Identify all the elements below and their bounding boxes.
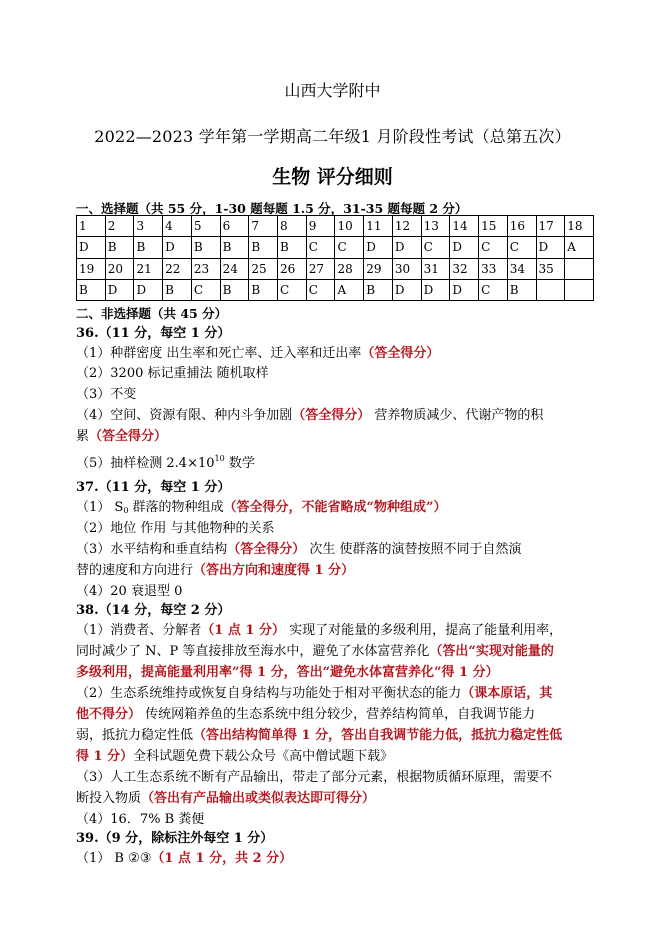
q37-line3: （3）水平结构和垂直结构（答全得分） 次生 使群落的演替按照不同于自然演 bbox=[76, 542, 522, 557]
answer-cell: C bbox=[335, 237, 364, 258]
question-number-cell: 11 bbox=[364, 216, 393, 237]
question-number-cell: 2 bbox=[105, 216, 134, 237]
q39-line1: （1） B ②③（1 点 1 分，共 2 分） bbox=[76, 851, 293, 866]
answer-cell: D bbox=[450, 237, 479, 258]
grading-note: （答出“实现对能量的 bbox=[429, 644, 554, 659]
answer-cell: C bbox=[191, 279, 220, 300]
grading-note: （1 点 1 分） bbox=[201, 623, 285, 638]
answer-cell: D bbox=[421, 279, 450, 300]
question-number-cell: 30 bbox=[392, 258, 421, 279]
question-number-cell: 24 bbox=[220, 258, 249, 279]
q38-line10: （4）16．7% B 粪便 bbox=[76, 812, 205, 827]
answer-cell: B bbox=[507, 279, 536, 300]
q37-line2: （2）地位 作用 与其他物种的关系 bbox=[76, 521, 275, 536]
answer-cell: C bbox=[479, 237, 508, 258]
q37-line4: 替的速度和方向进行（答出方向和速度得 1 分） bbox=[76, 563, 355, 578]
question-number-cell: 31 bbox=[421, 258, 450, 279]
question-number-cell: 12 bbox=[392, 216, 421, 237]
answer-cell: D bbox=[364, 237, 393, 258]
question-number-cell: 33 bbox=[479, 258, 508, 279]
q38-line4: （2）生态系统维持或恢复自身结构与功能处于相对平衡状态的能力（课本原话，其 bbox=[76, 686, 553, 701]
q38-line1: （1）消费者、分解者（1 点 1 分） 实现了对能量的多级利用，提高了能量利用率， bbox=[76, 623, 563, 638]
q36-line3: （3）不变 bbox=[76, 387, 137, 402]
answer-row bbox=[77, 279, 594, 300]
grading-note: （答出结构简单得 1 分，答出自我调节能力低，抵抗力稳定性低 bbox=[193, 728, 563, 743]
q36-title: 36.（11 分，每空 1 分） bbox=[76, 326, 231, 341]
grading-note: （答全得分） bbox=[227, 542, 306, 557]
question-number-cell bbox=[565, 258, 594, 279]
q36-line1: （1）种群密度 出生率和死亡率、迁入率和迁出率（答全得分） bbox=[76, 346, 440, 361]
section2-title: 二、非选择题（共 45 分） bbox=[76, 306, 228, 321]
grading-note: （答全得分） bbox=[89, 429, 168, 444]
question-number-cell: 3 bbox=[134, 216, 163, 237]
question-number-cell: 14 bbox=[450, 216, 479, 237]
section1-title: 一、选择题（共 55 分，1-30 题每题 1.5 分，31-35 题每题 2 分） bbox=[76, 201, 468, 216]
answer-cell: B bbox=[163, 279, 192, 300]
question-number-cell: 4 bbox=[163, 216, 192, 237]
question-number-cell: 6 bbox=[220, 216, 249, 237]
answer-cell: B bbox=[105, 237, 134, 258]
question-number-cell: 15 bbox=[479, 216, 508, 237]
q36-line2: （2）3200 标记重捕法 随机取样 bbox=[76, 366, 269, 381]
answer-cell: B bbox=[364, 279, 393, 300]
grading-note: 他不得分） bbox=[76, 707, 142, 722]
answer-cell: A bbox=[565, 237, 594, 258]
grading-note: （课本原话，其 bbox=[461, 686, 553, 701]
question-number-cell: 10 bbox=[335, 216, 364, 237]
question-number-row bbox=[77, 258, 594, 279]
answer-cell bbox=[536, 279, 565, 300]
answer-cell: B bbox=[77, 279, 106, 300]
grading-note: （答全得分） bbox=[361, 346, 440, 361]
q38-line2: 同时减少了 N、P 等直接排放至海水中，避免了水体富营养化（答出“实现对能量的 bbox=[76, 644, 554, 659]
question-number-cell: 17 bbox=[536, 216, 565, 237]
answer-cell: C bbox=[306, 237, 335, 258]
answer-cell: A bbox=[335, 279, 364, 300]
q38-line5: 他不得分） 传统网箱养鱼的生态系统中组分较少，营养结构简单，自我调节能力 bbox=[76, 707, 536, 722]
answer-cell: D bbox=[105, 279, 134, 300]
grading-note: 多级利用，提高能量利用率”得 1 分，答出“避免水体富营养化”得 1 分） bbox=[76, 665, 499, 680]
answer-cell: C bbox=[479, 279, 508, 300]
answer-cell: D bbox=[77, 237, 106, 258]
answer-cell: D bbox=[134, 279, 163, 300]
grading-note: （答出有产品输出或类似表达即可得分） bbox=[141, 791, 376, 806]
answer-cell: B bbox=[220, 279, 249, 300]
q38-line3 bbox=[76, 661, 499, 680]
question-number-cell: 1 bbox=[77, 216, 106, 237]
grading-note: （1 点 1 分，共 2 分） bbox=[151, 851, 293, 866]
question-number-cell: 18 bbox=[565, 216, 594, 237]
answer-cell: D bbox=[450, 279, 479, 300]
question-number-cell: 9 bbox=[306, 216, 335, 237]
question-number-cell: 29 bbox=[364, 258, 393, 279]
answer-cell: C bbox=[306, 279, 335, 300]
answer-cell: C bbox=[507, 237, 536, 258]
grading-note: 得 1 分） bbox=[76, 749, 134, 764]
answer-cell: C bbox=[278, 279, 307, 300]
q36-line5: 累（答全得分） bbox=[76, 429, 168, 444]
subject-title: 生物 评分细则 bbox=[272, 166, 393, 188]
q38-line6: 弱，抵抗力稳定性低（答出结构简单得 1 分，答出自我调节能力低，抵抗力稳定性低 bbox=[76, 728, 563, 743]
answer-cell: B bbox=[220, 237, 249, 258]
question-number-row bbox=[77, 216, 594, 237]
question-number-cell: 25 bbox=[249, 258, 278, 279]
question-number-cell: 23 bbox=[191, 258, 220, 279]
q38-line9: 断投入物质（答出有产品输出或类似表达即可得分） bbox=[76, 791, 376, 806]
question-number-cell: 22 bbox=[163, 258, 192, 279]
question-number-cell: 19 bbox=[77, 258, 106, 279]
q37-line1: （1） $S_0$ 群落的物种组成（答全得分，不能省略成“物种组成”） bbox=[76, 500, 447, 515]
question-number-cell: 27 bbox=[306, 258, 335, 279]
school-name: 山西大学附中 bbox=[284, 81, 381, 100]
answer-row bbox=[77, 237, 594, 258]
answer-table bbox=[76, 215, 594, 301]
answer-cell: B bbox=[134, 237, 163, 258]
question-number-cell: 28 bbox=[335, 258, 364, 279]
answer-cell: D bbox=[392, 279, 421, 300]
exam-title: 2022—2023 学年第一学期高二年级1 月阶段性考试（总第五次） bbox=[94, 127, 571, 146]
q38-title: 38.（14 分，每空 2 分） bbox=[76, 603, 231, 618]
question-number-cell: 21 bbox=[134, 258, 163, 279]
question-number-cell: 13 bbox=[421, 216, 450, 237]
answer-cell: D bbox=[163, 237, 192, 258]
answer-cell: B bbox=[249, 237, 278, 258]
answer-cell: D bbox=[392, 237, 421, 258]
question-number-cell: 8 bbox=[278, 216, 307, 237]
q37-title: 37.（11 分，每空 1 分） bbox=[76, 480, 231, 495]
question-number-cell: 26 bbox=[278, 258, 307, 279]
answer-cell: C bbox=[421, 237, 450, 258]
q39-title: 39.（9 分，除标注外每空 1 分） bbox=[76, 831, 274, 846]
q36-line4: （4）空间、资源有限、种内斗争加剧（答全得分） 营养物质减少、代谢产物的积 bbox=[76, 408, 544, 423]
answer-cell: B bbox=[249, 279, 278, 300]
question-number-cell: 20 bbox=[105, 258, 134, 279]
question-number-cell: 34 bbox=[507, 258, 536, 279]
question-number-cell: 7 bbox=[249, 216, 278, 237]
question-number-cell: 32 bbox=[450, 258, 479, 279]
grading-note: （答全得分） bbox=[292, 408, 371, 423]
question-number-cell: 16 bbox=[507, 216, 536, 237]
answer-cell: B bbox=[191, 237, 220, 258]
question-number-cell: 35 bbox=[536, 258, 565, 279]
question-number-cell: 5 bbox=[191, 216, 220, 237]
q36-line6: （5）抽样检测 $2.4\times 10^{10}$ 数学 bbox=[76, 454, 255, 471]
answer-cell: B bbox=[278, 237, 307, 258]
answer-cell: D bbox=[536, 237, 565, 258]
answer-cell bbox=[565, 279, 594, 300]
q37-line5: （4）20 衰退型 0 bbox=[76, 584, 183, 599]
q38-line7: 得 1 分）全科试题免费下载公众号《高中僧试题下载》 bbox=[76, 749, 394, 764]
grading-note: （答全得分，不能省略成“物种组成”） bbox=[223, 500, 447, 515]
q38-line8: （3）人工生态系统不断有产品输出，带走了部分元素，根据物质循环原理，需要不 bbox=[76, 770, 553, 785]
grading-note: （答出方向和速度得 1 分） bbox=[193, 563, 355, 578]
